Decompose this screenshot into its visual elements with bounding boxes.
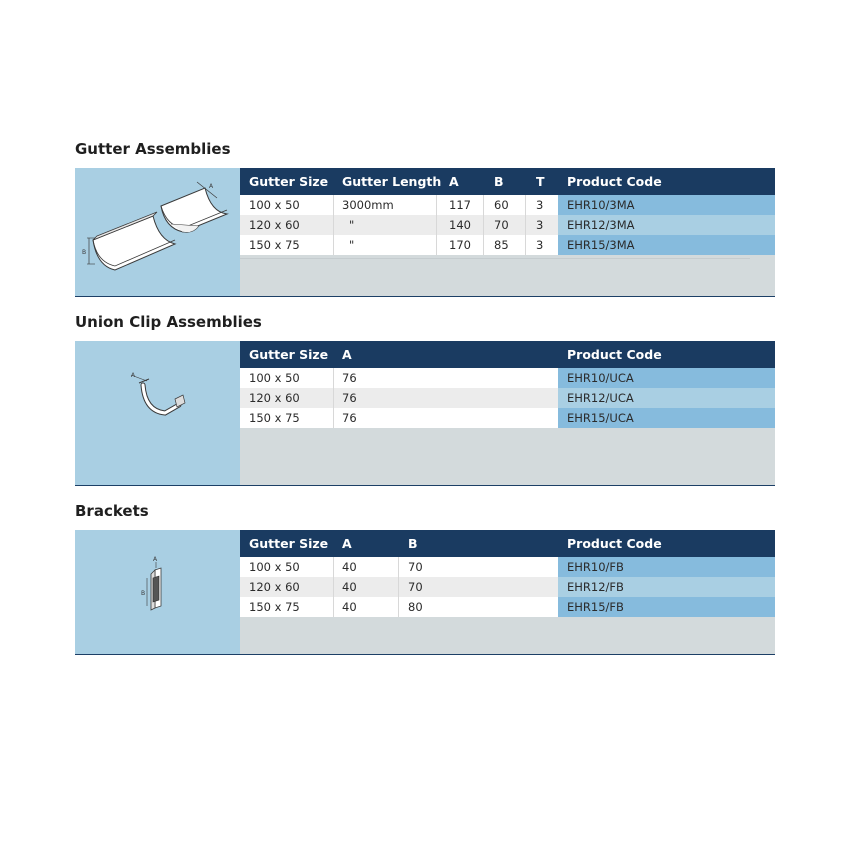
cell-code bbox=[558, 195, 775, 215]
cell-a: 76 bbox=[342, 371, 357, 385]
cell-code bbox=[558, 577, 775, 597]
cell-b: 80 bbox=[408, 600, 423, 614]
brackets-block bbox=[75, 530, 775, 655]
dim-a-label: A bbox=[153, 556, 158, 563]
cell-code bbox=[558, 388, 775, 408]
cell-code bbox=[558, 408, 775, 428]
cell-t: 3 bbox=[536, 238, 544, 252]
table-row bbox=[240, 235, 775, 255]
table-row bbox=[240, 195, 775, 215]
cell-size: 150 x 75 bbox=[249, 238, 300, 252]
product-code: EHR10/UCA bbox=[567, 371, 634, 385]
table-row bbox=[240, 597, 775, 617]
bracket-diagram bbox=[75, 530, 240, 654]
cell-code bbox=[558, 215, 775, 235]
cell-a: 40 bbox=[342, 560, 357, 574]
gutter-diagram bbox=[75, 168, 240, 296]
col-b: B bbox=[408, 536, 418, 551]
union-clip-block bbox=[75, 341, 775, 486]
col-a: A bbox=[449, 174, 459, 189]
union-clip-table bbox=[240, 341, 775, 485]
gutter-table bbox=[240, 168, 775, 296]
product-code: EHR10/FB bbox=[567, 560, 624, 574]
col-gutter-length: Gutter Length bbox=[342, 174, 442, 189]
dim-b-label: B bbox=[141, 590, 146, 597]
union-clip-image-panel bbox=[75, 341, 240, 485]
cell-b: 70 bbox=[408, 580, 423, 594]
cell-size: 120 x 60 bbox=[249, 580, 300, 594]
cell-t: 3 bbox=[536, 198, 544, 212]
cell-code bbox=[558, 235, 775, 255]
product-code: EHR12/UCA bbox=[567, 391, 634, 405]
table-row bbox=[240, 215, 775, 235]
table-row bbox=[240, 577, 775, 597]
cell-b: 70 bbox=[494, 218, 509, 232]
divider bbox=[240, 258, 750, 259]
cell-a: 170 bbox=[449, 238, 471, 252]
col-gutter-size: Gutter Size bbox=[249, 536, 329, 551]
cell-t: 3 bbox=[536, 218, 544, 232]
col-product-code: Product Code bbox=[567, 174, 662, 189]
cell-a: 40 bbox=[342, 600, 357, 614]
brackets-table bbox=[240, 530, 775, 654]
dim-a-label: A bbox=[131, 372, 136, 379]
cell-b: 60 bbox=[494, 198, 509, 212]
dim-b-label: B bbox=[82, 249, 87, 256]
gutter-assemblies-title: Gutter Assemblies bbox=[75, 140, 231, 158]
brackets-title: Brackets bbox=[75, 502, 149, 520]
cell-a: 40 bbox=[342, 580, 357, 594]
brackets-image-panel bbox=[75, 530, 240, 654]
cell-size: 100 x 50 bbox=[249, 198, 300, 212]
cell-length: " bbox=[349, 238, 355, 252]
union-clip-table-header bbox=[240, 341, 775, 368]
col-product-code: Product Code bbox=[567, 536, 662, 551]
col-b: B bbox=[494, 174, 504, 189]
col-product-code: Product Code bbox=[567, 347, 662, 362]
product-code: EHR15/3MA bbox=[567, 238, 635, 252]
cell-b: 85 bbox=[494, 238, 509, 252]
product-code: EHR15/FB bbox=[567, 600, 624, 614]
table-row bbox=[240, 557, 775, 577]
union-clip-diagram bbox=[75, 341, 240, 485]
col-a: A bbox=[342, 536, 352, 551]
col-gutter-size: Gutter Size bbox=[249, 347, 329, 362]
cell-size: 120 x 60 bbox=[249, 218, 300, 232]
dim-a-label: A bbox=[209, 183, 214, 190]
cell-code bbox=[558, 557, 775, 577]
product-code: EHR15/UCA bbox=[567, 411, 634, 425]
cell-size: 150 x 75 bbox=[249, 600, 300, 614]
product-code: EHR12/FB bbox=[567, 580, 624, 594]
table-row bbox=[240, 408, 775, 428]
cell-size: 150 x 75 bbox=[249, 411, 300, 425]
table-row bbox=[240, 368, 775, 388]
col-t: T bbox=[536, 174, 545, 189]
cell-code bbox=[558, 597, 775, 617]
cell-a: 140 bbox=[449, 218, 471, 232]
cell-size: 100 x 50 bbox=[249, 371, 300, 385]
brackets-table-header bbox=[240, 530, 775, 557]
gutter-assemblies-block bbox=[75, 168, 775, 297]
col-gutter-size: Gutter Size bbox=[249, 174, 329, 189]
cell-a: 76 bbox=[342, 391, 357, 405]
cell-length: 3000mm bbox=[342, 198, 394, 212]
union-clip-title: Union Clip Assemblies bbox=[75, 313, 262, 331]
cell-length: " bbox=[349, 218, 355, 232]
cell-size: 100 x 50 bbox=[249, 560, 300, 574]
col-a: A bbox=[342, 347, 352, 362]
table-row bbox=[240, 388, 775, 408]
cell-a: 117 bbox=[449, 198, 471, 212]
product-code: EHR10/3MA bbox=[567, 198, 635, 212]
cell-size: 120 x 60 bbox=[249, 391, 300, 405]
product-code: EHR12/3MA bbox=[567, 218, 635, 232]
cell-b: 70 bbox=[408, 560, 423, 574]
cell-code bbox=[558, 368, 775, 388]
cell-a: 76 bbox=[342, 411, 357, 425]
gutter-table-header bbox=[240, 168, 775, 195]
gutter-image-panel bbox=[75, 168, 240, 296]
